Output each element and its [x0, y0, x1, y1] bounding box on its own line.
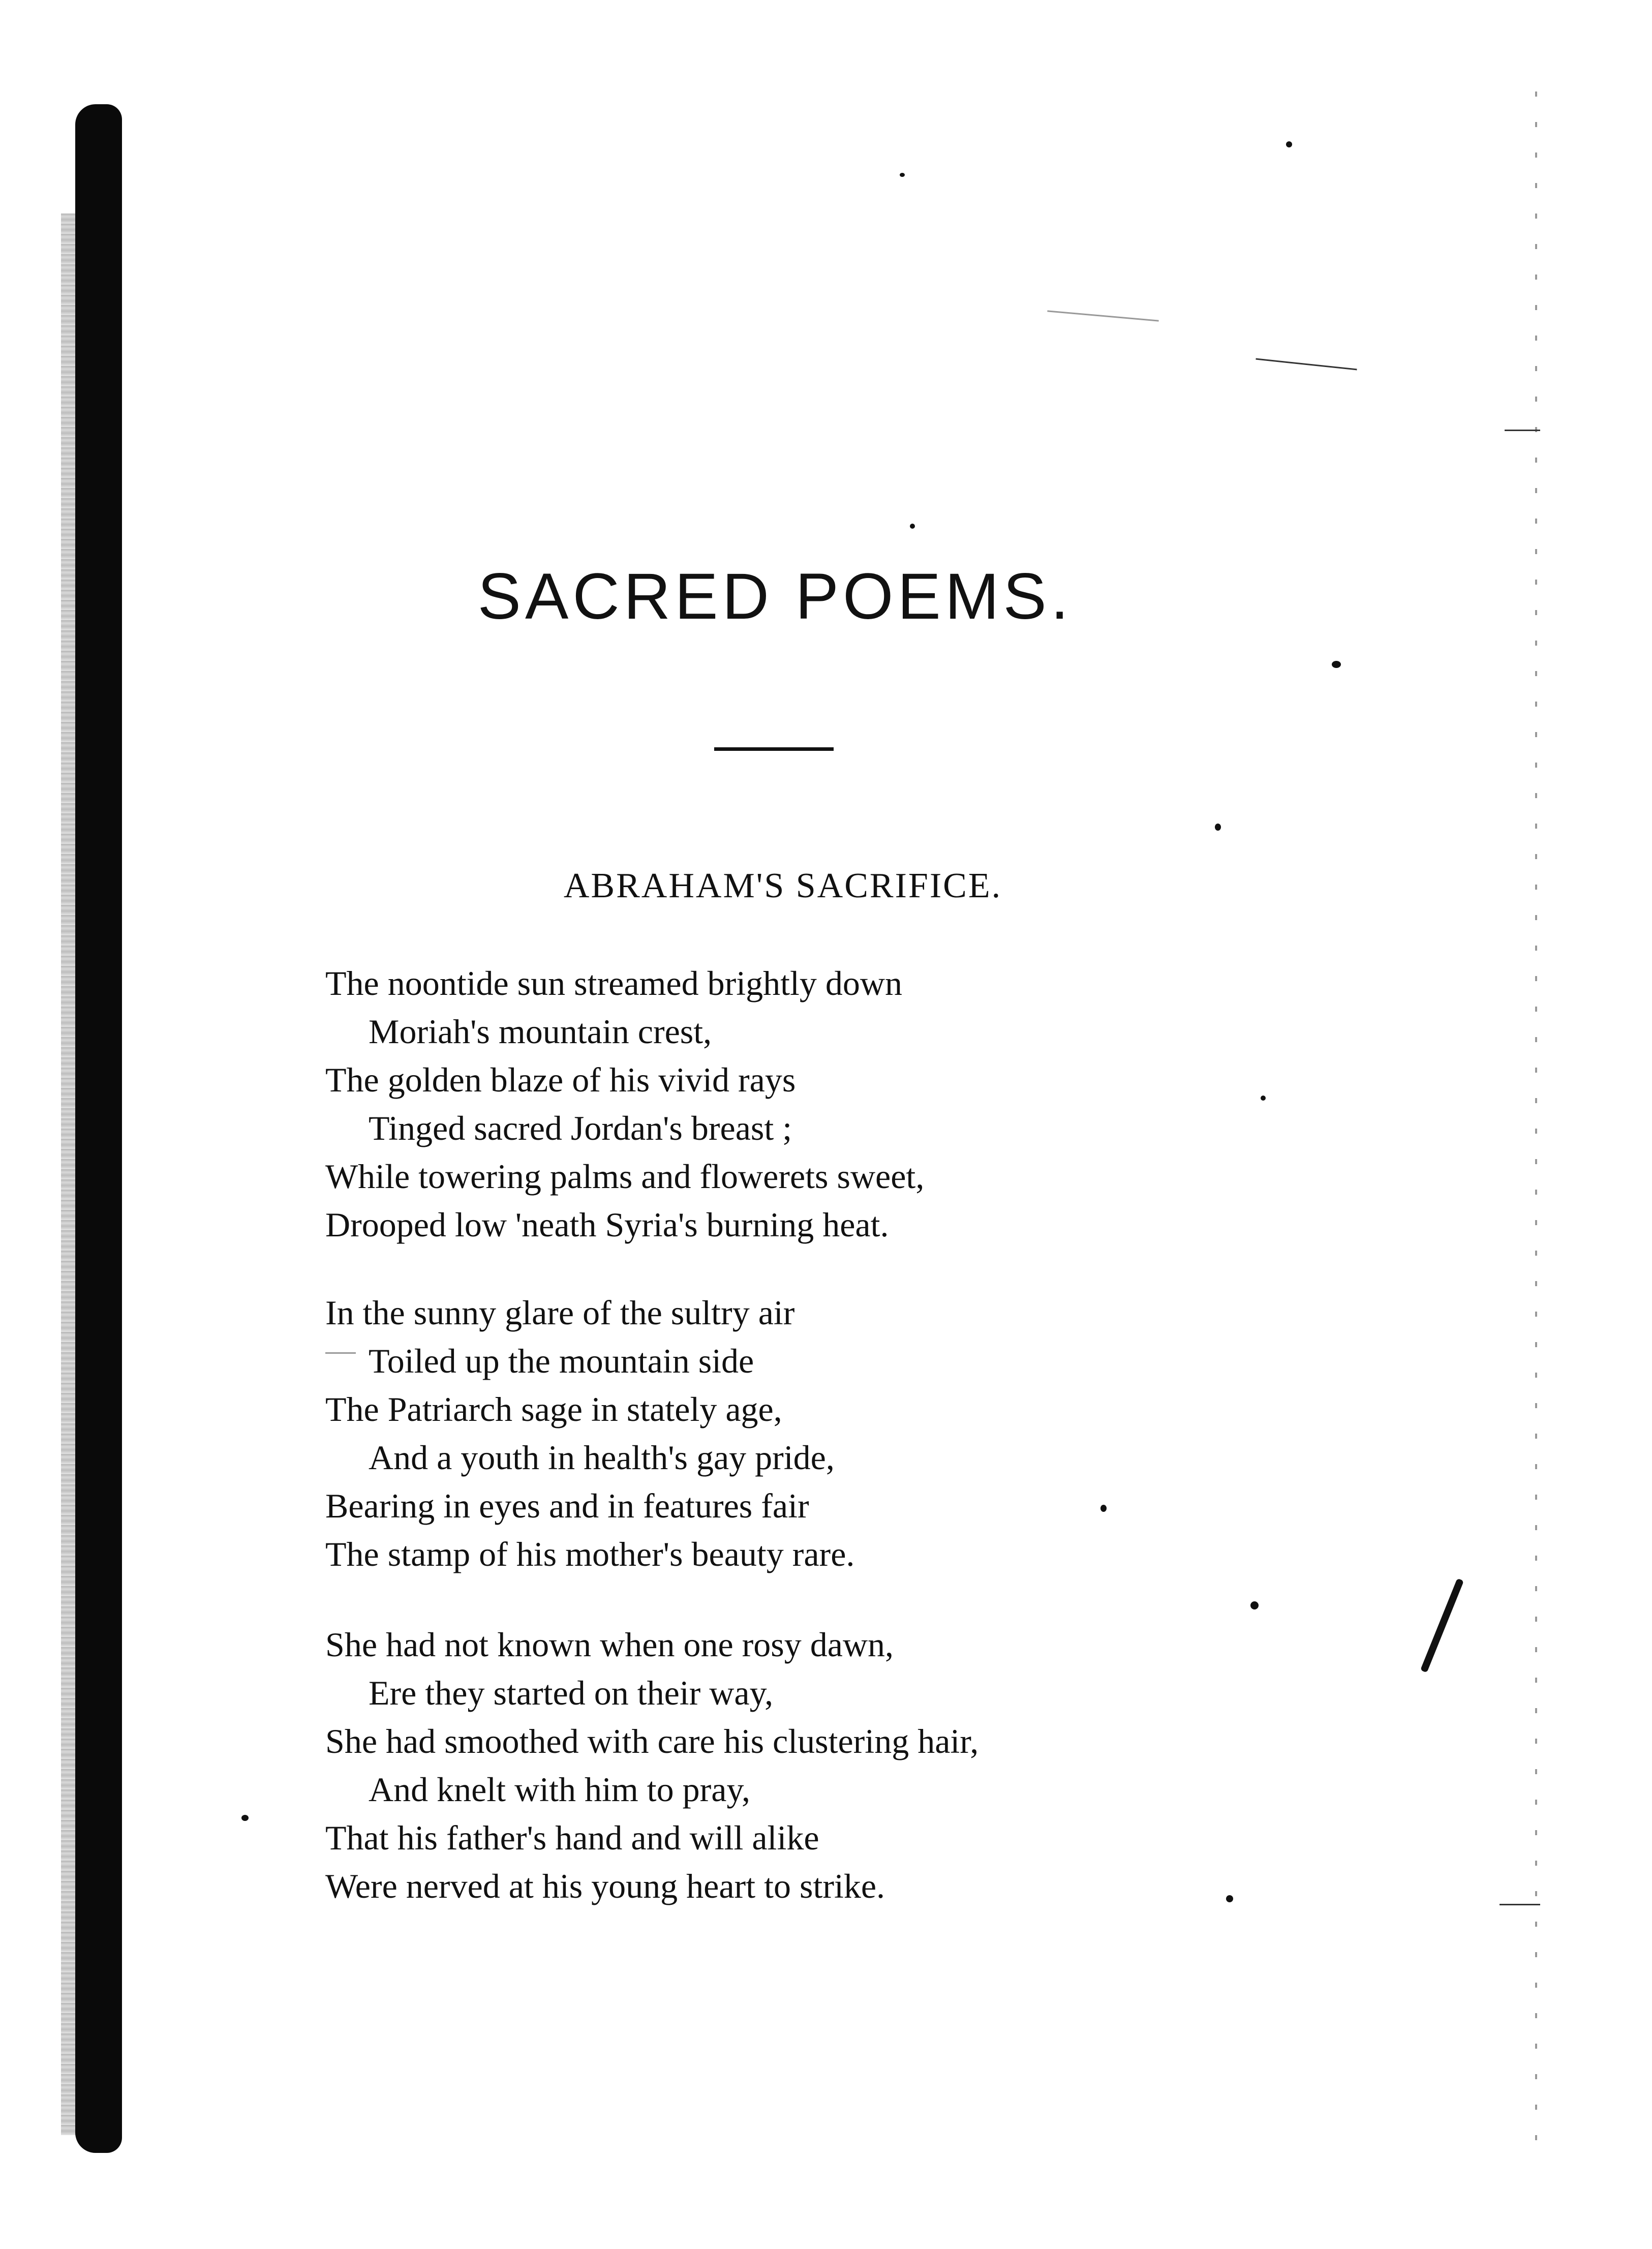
scan-speck — [1100, 1505, 1107, 1512]
stanza-2 — [325, 1289, 1266, 1578]
scan-speck — [910, 524, 915, 529]
scan-speck — [1332, 661, 1341, 668]
poem-line: That his father's hand and will alike — [325, 1818, 819, 1857]
scan-speck — [1215, 824, 1221, 831]
heading-rule — [714, 747, 834, 751]
poem-line: In the sunny glare of the sultry air — [325, 1293, 795, 1332]
scan-speck — [900, 173, 905, 177]
scan-speck — [1286, 141, 1292, 147]
stanza-3 — [325, 1621, 1266, 1910]
poem-line: Drooped low 'neath Syria's burning heat. — [325, 1205, 889, 1244]
scan-speck — [1250, 1601, 1259, 1609]
poem-line: Tinged sacred Jordan's breast ; — [369, 1109, 792, 1147]
poem-line: The stamp of his mother's beauty rare. — [325, 1535, 855, 1573]
poem-line: The noontide sun streamed brightly down — [325, 964, 903, 1002]
scan-dash — [325, 1352, 356, 1354]
poem-line: Ere they started on their way, — [369, 1674, 774, 1712]
poem-line: She had smoothed with care his clustering hair, — [325, 1722, 979, 1760]
scan-speck — [1261, 1096, 1266, 1101]
scan-dash — [1047, 310, 1158, 321]
scan-mark — [1420, 1578, 1464, 1673]
scan-dash — [1500, 1904, 1540, 1905]
section-heading: SACRED POEMS. — [477, 560, 1073, 633]
book-binding-edge — [75, 104, 122, 2153]
poem-line: Were nerved at his young heart to strike. — [325, 1867, 885, 1905]
stanza-1 — [325, 959, 1266, 1249]
scan-dash — [1256, 358, 1357, 371]
page-right-edge — [1535, 92, 1537, 2150]
scan-dash — [1505, 430, 1540, 431]
scan-speck — [241, 1815, 249, 1821]
poem-line: Bearing in eyes and in features fair — [325, 1486, 809, 1525]
poem-line: And knelt with him to pray, — [369, 1770, 751, 1809]
poem-line: The Patriarch sage in stately age, — [325, 1390, 782, 1429]
poem-line: While towering palms and flowerets sweet, — [325, 1157, 925, 1196]
poem-line: Toiled up the mountain side — [369, 1342, 754, 1380]
poem-line: Moriah's mountain crest, — [369, 1012, 712, 1051]
poem-title: ABRAHAM'S SACRIFICE. — [563, 866, 1002, 905]
poem-line: She had not known when one rosy dawn, — [325, 1625, 894, 1664]
scan-speck — [1226, 1895, 1233, 1902]
poem-line: And a youth in health's gay pride, — [369, 1438, 835, 1477]
poem-line: The golden blaze of his vivid rays — [325, 1060, 796, 1099]
